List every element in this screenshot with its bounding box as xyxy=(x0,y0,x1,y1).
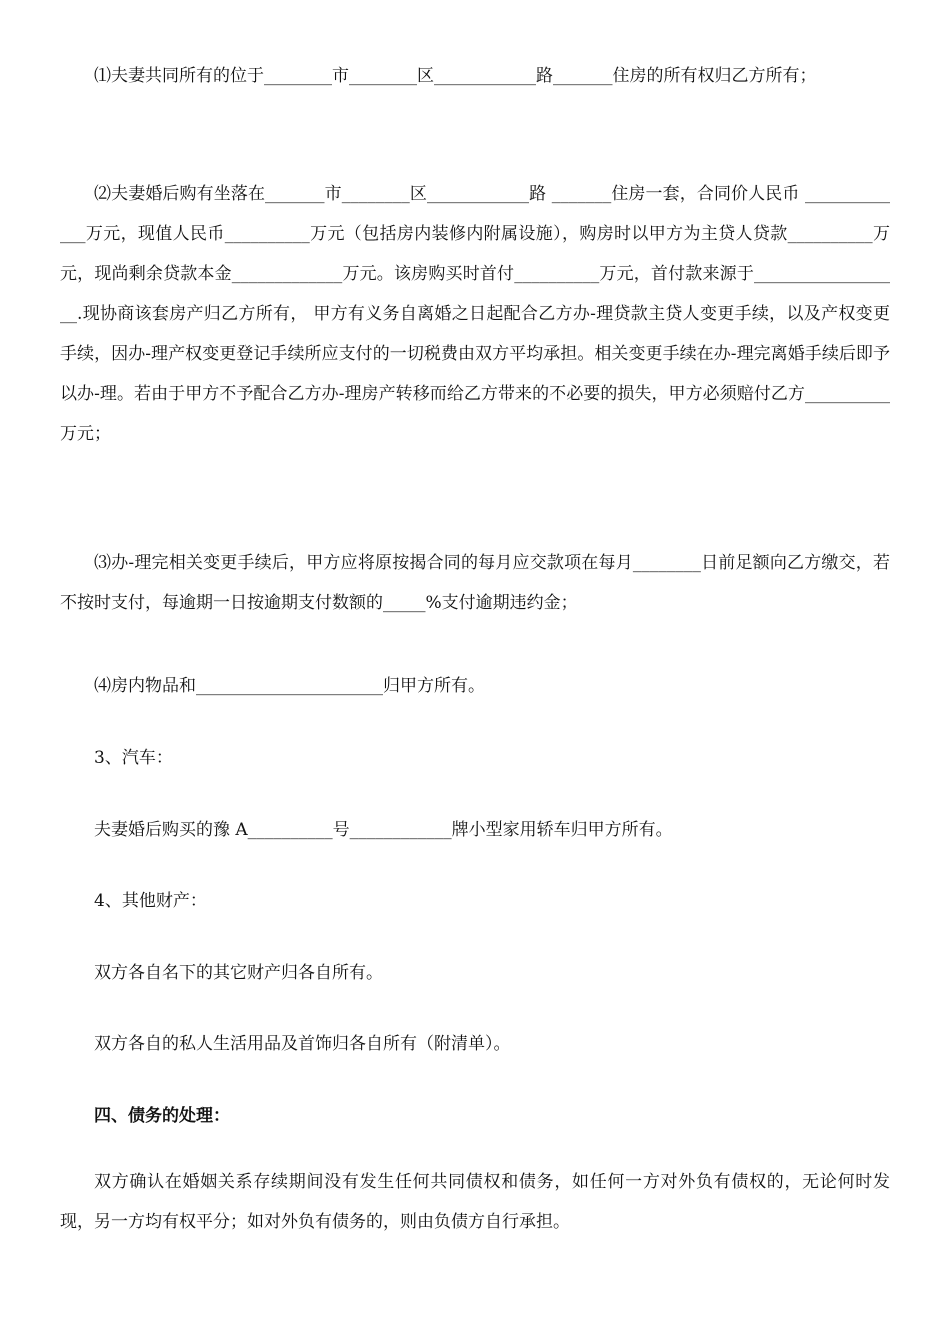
other-property-clause-2: 双方各自的私人生活用品及首饰归各自所有（附清单）。 xyxy=(94,1034,511,1054)
other-property-clause-1: 双方各自名下的其它财产归各自所有。 xyxy=(94,963,383,983)
debt-clause: 双方确认在婚姻关系存续期间没有发生任何共同债权和债务，如任何一方对外负有债权的，无论何时发现，另一方均有权平分；如对外负有债务的，则由负债方自行承担。 xyxy=(60,1172,890,1232)
car-heading: 3、汽车： xyxy=(94,748,173,768)
house-clause-1: ⑴夫妻共同所有的位于________市________区____________路_______住房的所有权归乙方所有； xyxy=(94,66,817,86)
house-clause-3: ⑶办-理完相关变更手续后，甲方应将原按揭合同的每月应交款项在每月________日前足额向乙方缴交，若不按时支付，每逾期一日按逾期支付数额的_____%支付逾期违约金； xyxy=(60,553,890,613)
house-clause-2: ⑵夫妻婚后购有坐落在_______市________区____________路 _______住房一套，合同价人民币 _____________万元，现值人民币__________万元（包括房内装修内附属设施），购房时以甲方为主贷人贷款__________万元，现尚剩余贷款本金_____________万元。该房购买时首付__________万元，首付款来源于__________________.现协商该套房产归乙方所有， 甲方有义务自离婚之日起配合乙方办-理贷款主贷人变更手续，以及产权变更手续，因办-理产权变更登记手续所应支付的一切税费由双方平均承担。相关变更手续在办-理完离婚手续后即予以办-理。若由于甲方不予配合乙方办-理房产转移而给乙方带来的不必要的损失，甲方必须赔付乙方__________万元； xyxy=(60,184,890,444)
debt-section-heading: 四、债务的处理： xyxy=(94,1106,230,1126)
other-property-heading: 4、其他财产： xyxy=(94,891,207,911)
house-clause-4: ⑷房内物品和______________________归甲方所有。 xyxy=(94,676,485,696)
car-clause: 夫妻婚后购买的豫 A__________号____________牌小型家用轿车归甲方所有。 xyxy=(94,820,673,840)
